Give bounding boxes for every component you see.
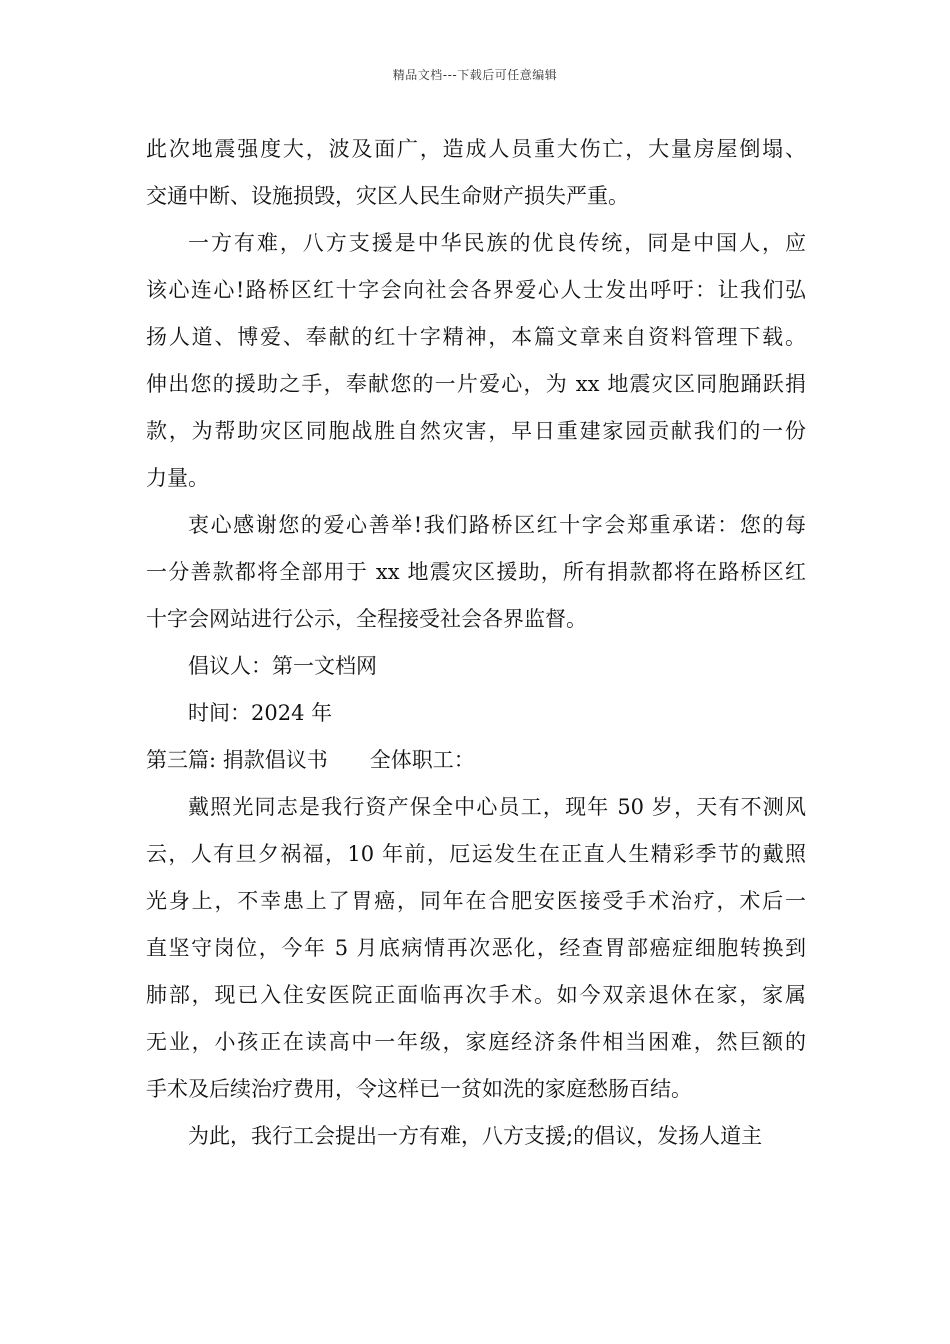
paragraph bbox=[146, 643, 806, 690]
text-line: 此次地震强度大，波及面广，造成人员重大伤亡，大量房屋倒塌、 bbox=[146, 137, 806, 161]
text-line: 衷心感谢您的爱心善举!我们路桥区红十字会郑重承诺：您的每 bbox=[188, 513, 806, 537]
text-line: 直坚守岗位，今年 5 月底病情再次恶化，经查胃部癌症细胞转换到 bbox=[146, 936, 806, 960]
text-line: 力量。 bbox=[146, 466, 209, 490]
text-line: 为此，我行工会提出一方有难，八方支援;的倡议，发扬人道主 bbox=[188, 1124, 763, 1148]
page-header: 精品文档---下载后可任意编辑 bbox=[392, 68, 558, 82]
text-line: 一分善款都将全部用于 xx 地震灾区援助，所有捐款都将在路桥区红 bbox=[146, 560, 806, 584]
text-line: 光身上，不幸患上了胃癌，同年在合肥安医接受手术治疗，术后一 bbox=[146, 889, 806, 913]
paragraph bbox=[146, 1113, 806, 1160]
text-line: 倡议人：第一文档网 bbox=[188, 654, 377, 678]
text-line: 手术及后续治疗费用，令这样已一贫如洗的家庭愁肠百结。 bbox=[146, 1077, 692, 1101]
text-line: 时间：2024 年 bbox=[188, 701, 333, 725]
paragraph bbox=[146, 784, 806, 1113]
text-line: 无业，小孩正在读高中一年级，家庭经济条件相当困难，然巨额的 bbox=[146, 1030, 806, 1054]
paragraph bbox=[146, 737, 806, 784]
paragraph bbox=[146, 126, 806, 220]
text-line: 戴照光同志是我行资产保全中心员工，现年 50 岁，天有不测风 bbox=[188, 795, 806, 819]
text-line: 款，为帮助灾区同胞战胜自然灾害，早日重建家园贡献我们的一份 bbox=[146, 419, 806, 443]
text-line: 扬人道、博爱、奉献的红十字精神，本篇文章来自资料管理下载。 bbox=[146, 325, 806, 349]
paragraph bbox=[146, 690, 806, 737]
text-line: 肺部，现已入住安医院正面临再次手术。如今双亲退休在家，家属 bbox=[146, 983, 806, 1007]
text-line: 交通中断、设施损毁，灾区人民生命财产损失严重。 bbox=[146, 184, 629, 208]
text-line: 云，人有旦夕祸福，10 年前，厄运发生在正直人生精彩季节的戴照 bbox=[146, 842, 806, 866]
text-line: 一方有难，八方支援是中华民族的优良传统，同是中国人，应 bbox=[188, 231, 806, 255]
paragraph bbox=[146, 502, 806, 643]
text-line: 该心连心!路桥区红十字会向社会各界爱心人士发出呼吁：让我们弘 bbox=[146, 278, 806, 302]
text-line: 十字会网站进行公示，全程接受社会各界监督。 bbox=[146, 607, 587, 631]
text-line: 第三篇: 捐款倡议书 全体职工： bbox=[146, 748, 475, 772]
document-body bbox=[146, 126, 806, 1160]
text-line: 伸出您的援助之手，奉献您的一片爱心，为 xx 地震灾区同胞踊跃捐 bbox=[146, 372, 806, 396]
paragraph bbox=[146, 220, 806, 502]
